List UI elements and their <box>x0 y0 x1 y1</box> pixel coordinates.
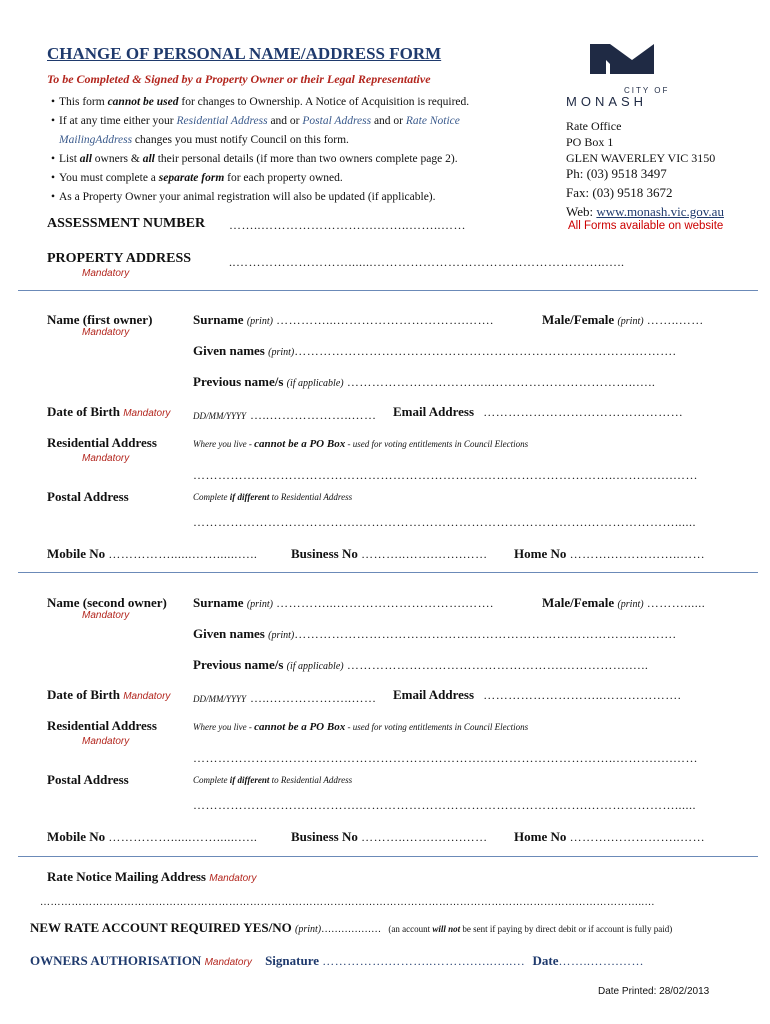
mandatory-note: Mandatory <box>123 408 171 419</box>
rate-notice-label: Rate Notice Mailing Address Mandatory <box>47 869 257 884</box>
mandatory-note: Mandatory <box>82 268 130 279</box>
given-names-label: Given names <box>193 626 265 641</box>
mandatory-note: Mandatory <box>123 691 171 702</box>
mandatory-note: Mandatory <box>82 610 130 621</box>
sex-label: Male/Female <box>542 312 615 327</box>
property-address-label: PROPERTY ADDRESS <box>47 251 192 266</box>
surname-label: Surname <box>193 595 244 610</box>
home-label: Home No <box>514 829 567 844</box>
signature-label: Signature <box>265 953 320 968</box>
dob-format: DD/MM/YYYY <box>193 694 247 704</box>
new-rate-account-field[interactable]: ……………… <box>321 924 382 935</box>
residential-address-field[interactable]: …………………………………………………………….…………………………..……….….…… <box>193 468 698 482</box>
business-row <box>291 829 488 845</box>
surname-field[interactable]: …………...………………………….……. <box>276 313 494 327</box>
owner-name-label: Name (first owner) <box>47 312 153 327</box>
business-field[interactable]: ………..…….…….…… <box>361 830 488 844</box>
mobile-label: Mobile No <box>47 829 106 844</box>
given-names-label: Given names <box>193 343 265 358</box>
council-contact <box>566 164 724 221</box>
instruction-list <box>47 93 469 207</box>
sex-row: Male/Female (print) ……..…… <box>542 312 704 327</box>
given-names-row: Given names (print)……………………………………………………………………….………. <box>193 626 677 641</box>
home-row <box>514 829 705 845</box>
signature-field[interactable]: …………….………..……….…..…..… <box>322 954 526 968</box>
postal-address-note: Complete if different to Residential Address <box>193 492 353 502</box>
mandatory-note: Mandatory <box>82 736 130 747</box>
mandatory-note: Mandatory <box>82 327 130 338</box>
logo-city-of: CITY OF <box>624 86 670 95</box>
dob-field-row <box>193 689 377 707</box>
mandatory-note: Mandatory <box>82 453 130 464</box>
instruction-item: • List all owners & all their personal details (if more than two owners complete page 2). <box>50 153 458 165</box>
business-label: Business No <box>291 829 358 844</box>
residential-address-label: Residential Address <box>47 718 157 733</box>
property-address-field[interactable]: ..……………………….......………………………………………………..….. <box>229 255 625 269</box>
all-forms-note: All Forms available on website <box>568 220 724 232</box>
date-field[interactable]: ……..…….…… <box>558 954 645 968</box>
owners-authorisation-row <box>30 953 644 969</box>
email-field[interactable]: ………………………………………… <box>483 405 684 419</box>
website-link[interactable]: www.monash.vic.gov.au <box>596 204 724 219</box>
sex-row: Male/Female (print) ………...... <box>542 595 706 610</box>
email-label: Email Address <box>393 404 475 419</box>
date-label: Date <box>532 953 559 968</box>
previous-names-row: Previous name/s (if applicable) ……………………………..……………………………..….. <box>193 374 656 389</box>
email-field[interactable]: ………………………..………………. <box>483 688 682 702</box>
new-rate-account-row: NEW RATE ACCOUNT REQUIRED YES/NO (print)……………… (an account will not be sent if paying by direct debit or if account is fully paid) <box>30 920 673 935</box>
previous-names-label: Previous name/s <box>193 657 284 672</box>
logo-monash: MONASH <box>566 94 648 109</box>
instruction-item: • If at any time either your Residential Address and or Postal Address and or Rate Notice MailingAddress changes you must notify Council on this form. <box>50 115 460 146</box>
postal-address-field[interactable]: ………………………………….……………………………………………….…………………...... <box>193 798 696 812</box>
dob-label: Date of Birth <box>47 404 120 419</box>
home-label: Home No <box>514 546 567 561</box>
previous-names-row: Previous name/s (if applicable) …………………………………………….…………….….. <box>193 657 649 672</box>
residential-address-field[interactable]: …………………………………………………………….…………………………..……….….…… <box>193 751 698 765</box>
postal-address-field[interactable]: ………………………………….……………………………………………….…………………...... <box>193 515 696 529</box>
previous-names-label: Previous name/s <box>193 374 284 389</box>
residential-address-label: Residential Address <box>47 435 157 450</box>
form-title: CHANGE OF PERSONAL NAME/ADDRESS FORM <box>47 44 442 63</box>
residential-address-note: Where you live - cannot be a PO Box - used for voting entitlements in Council Elections <box>193 721 529 733</box>
previous-names-field[interactable]: …………………………………………….…………….….. <box>346 658 649 672</box>
mobile-field[interactable]: ……………......……......….. <box>108 547 258 561</box>
mobile-field[interactable]: ……………......……......….. <box>108 830 258 844</box>
email-row <box>393 687 681 703</box>
residential-address-note: Where you live - cannot be a PO Box - used for voting entitlements in Council Elections <box>193 438 529 450</box>
dob-format: DD/MM/YYYY <box>193 411 247 421</box>
dob-field-row <box>193 406 377 424</box>
given-names-field[interactable]: ……………………………………………………………………….………. <box>294 344 677 358</box>
sex-field[interactable]: ……..…… <box>646 313 704 327</box>
instruction-item: • You must complete a separate form for each property owned. <box>50 172 343 184</box>
owners-authorisation-label: OWNERS AUTHORISATION <box>30 953 202 968</box>
home-field[interactable]: ……….……………..…… <box>569 547 706 561</box>
dob-label: Date of Birth <box>47 687 120 702</box>
dob-row <box>47 687 170 703</box>
email-row <box>393 404 683 420</box>
dob-field[interactable]: …..………………..…… <box>250 408 377 422</box>
surname-field[interactable]: …………...………………………….……. <box>276 596 494 610</box>
new-rate-account-label: NEW RATE ACCOUNT REQUIRED YES/NO <box>30 920 292 935</box>
home-field[interactable]: ……….……………..…… <box>569 830 706 844</box>
sex-label: Male/Female <box>542 595 615 610</box>
divider <box>18 856 758 857</box>
divider <box>18 572 758 573</box>
postal-address-label: Postal Address <box>47 772 129 787</box>
phone-number: Ph: (03) 9518 3497 <box>566 166 667 181</box>
business-row <box>291 546 488 562</box>
date-printed: Date Printed: 28/02/2013 <box>598 986 710 997</box>
business-label: Business No <box>291 546 358 561</box>
business-field[interactable]: ………..…….…….…… <box>361 547 488 561</box>
surname-label: Surname <box>193 312 244 327</box>
surname-row: Surname (print) …………...………………………….……. <box>193 595 494 610</box>
instruction-item: • As a Property Owner your animal registration will also be updated (if applicable). <box>50 191 436 203</box>
sex-field[interactable]: ………...... <box>646 596 706 610</box>
rate-notice-address-field[interactable]: ………………………………………………………………………………………………………………………………………………………..… <box>40 897 655 908</box>
owner-name-label: Name (second owner) <box>47 595 167 610</box>
dob-field[interactable]: …..………………..…… <box>250 691 377 705</box>
previous-names-field[interactable]: ……………………………..……………………………..….. <box>346 375 656 389</box>
mandatory-note: Mandatory <box>204 957 252 968</box>
fax-number: Fax: (03) 9518 3672 <box>566 185 673 200</box>
mobile-label: Mobile No <box>47 546 106 561</box>
city-of-monash-logo <box>566 40 678 110</box>
postal-address-label: Postal Address <box>47 489 129 504</box>
home-row <box>514 546 705 562</box>
given-names-field[interactable]: ……………………………………………………………………….………. <box>294 627 677 641</box>
surname-row: Surname (print) …………...………………………….……. <box>193 312 494 327</box>
dob-row <box>47 404 170 420</box>
mandatory-note: Mandatory <box>209 873 257 884</box>
mobile-row <box>47 829 257 845</box>
assessment-number-label: ASSESSMENT NUMBER <box>47 216 206 231</box>
mobile-row <box>47 546 257 562</box>
given-names-row: Given names (print)……………………………………………………………………….………. <box>193 343 677 358</box>
website: Web: www.monash.vic.gov.au <box>566 204 724 219</box>
instruction-item: • This form cannot be used for changes to Ownership. A Notice of Acquisition is required. <box>50 96 470 108</box>
direct-debit-note: (an account will not be sent if paying by direct debit or if account is fully paid) <box>388 924 673 934</box>
email-label: Email Address <box>393 687 475 702</box>
assessment-number-field[interactable]: ……..……………………….……..……..…… <box>229 218 466 232</box>
form-subtitle: To be Completed & Signed by a Property Owner or their Legal Representative <box>47 72 431 86</box>
divider <box>18 290 758 291</box>
postal-address-note: Complete if different to Residential Address <box>193 775 353 785</box>
rate-office-address: Rate Office PO Box 1 GLEN WAVERLEY VIC 3150 <box>566 119 716 165</box>
